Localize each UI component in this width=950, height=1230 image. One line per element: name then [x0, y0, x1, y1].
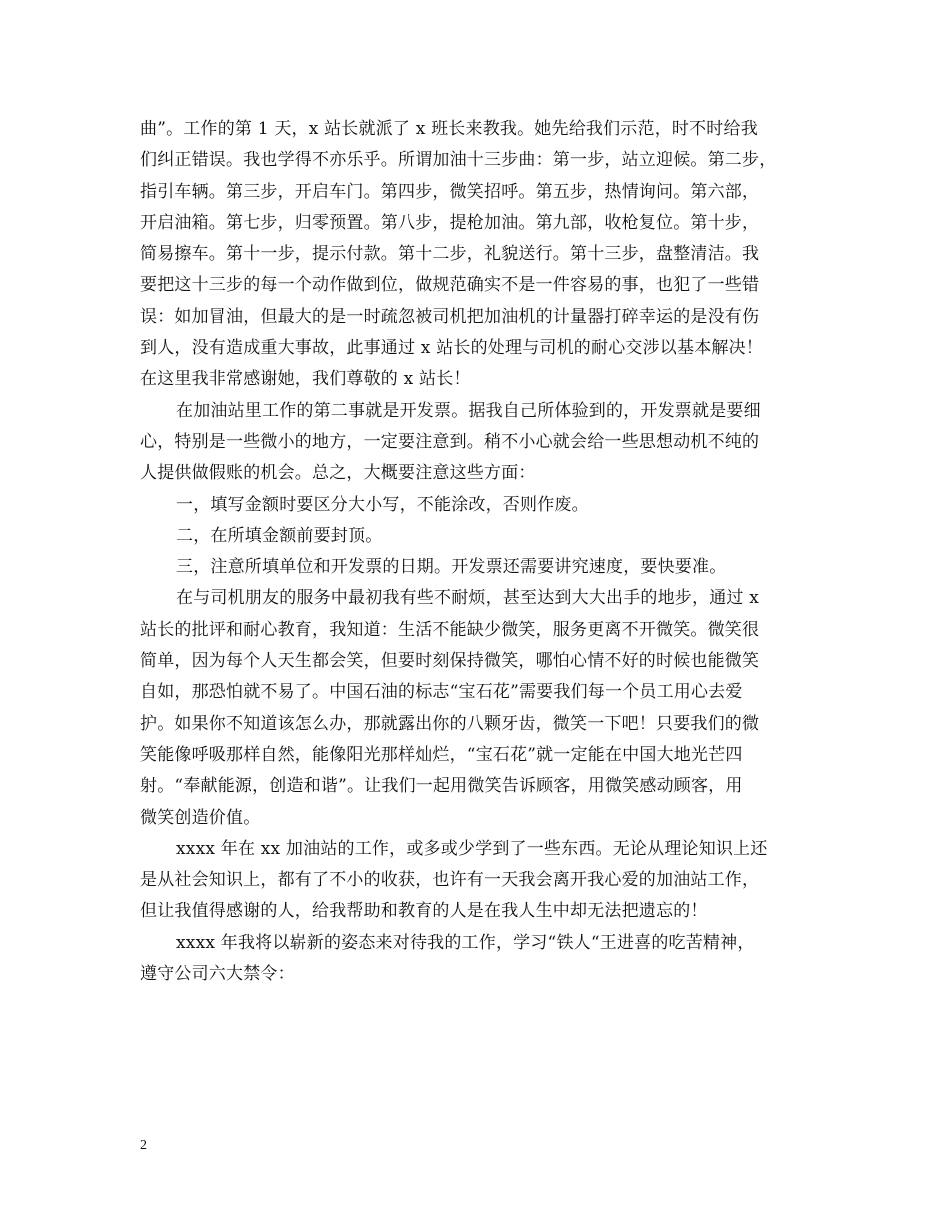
text-line: 曲”。工作的第 1 天，x 站长就派了 x 班长来教我。她先给我们示范，时不时给我: [140, 119, 758, 139]
text-line: xxxx 年在 xx 加油站的工作，或多或少学到了一些东西。无论从理论知识上还: [176, 838, 768, 859]
text-line: 射。“奉献能源，创造和谐”。让我们一起用微笑告诉顾客，用微笑感动顾客，用: [140, 776, 743, 797]
text-line: 在加油站里工作的第二事就是开发票。据我自己所体验到的，开发票就是要细: [176, 400, 761, 421]
text-line: 但让我值得感谢的人，给我帮助和教育的人是在我人生中却无法把遗忘的！: [140, 901, 708, 922]
text-line: 微笑创造价值。: [140, 807, 261, 828]
text-line: 遵守公司六大禁令：: [140, 964, 295, 985]
page-number: 2: [140, 1138, 147, 1153]
text-line: 是从社会知识上，都有了不小的收获，也许有一天我会离开我心爱的加油站工作，: [140, 870, 760, 891]
document-body: [140, 114, 820, 990]
text-line: 人提供做假账的机会。总之，大概要注意这些方面：: [140, 463, 536, 484]
text-line: 简单，因为每个人天生都会笑，但要时刻保持微笑，哪怕心情不好的时候也能微笑: [140, 651, 760, 672]
text-line: 三，注意所填单位和开发票的日期。开发票还需要讲究速度，要快要准。: [176, 557, 727, 578]
text-line: xxxx 年我将以崭新的姿态来对待我的工作，学习“铁人“王进喜的吃苦精神，: [176, 932, 755, 953]
text-line: 要把这十三步的每一个动作做到位，做规范确实不是一件容易的事，也犯了一些错: [140, 275, 760, 296]
text-line: 简易擦车。第十一步，提示付款。第十二步，礼貌送行。第十三步，盘整清洁。我: [140, 244, 760, 265]
text-line: 误：如加冒油，但最大的是一时疏忽被司机把加油机的计量器打碎幸运的是没有伤: [140, 306, 760, 327]
text-line: 笑能像呼吸那样自然，能像阳光那样灿烂，“宝石花”就一定能在中国大地光芒四: [140, 744, 743, 765]
text-line: 站长的批评和耐心教育，我知道：生活不能缺少微笑，服务更离不开微笑。微笑很: [140, 619, 760, 640]
text-line: 们纠正错误。我也学得不亦乐乎。所谓加油十三步曲：第一步，站立迎候。第二步，: [140, 150, 777, 171]
text-line: 在这里我非常感谢她，我们尊敬的 x 站长！: [140, 369, 471, 390]
text-line: 一，填写金额时要区分大小写，不能涂改，否则作废。: [176, 494, 589, 515]
text-line: 二，在所填金额前要封顶。: [176, 525, 383, 546]
text-line: 到人，没有造成重大事故，此事通过 x 站长的处理与司机的耐心交涉以基本解决！: [140, 338, 763, 359]
text-line: 自如，那恐怕就不易了。中国石油的标志“宝石花”需要我们每一个员工用心去爱: [140, 682, 743, 703]
text-line: 开启油箱。第七步，归零预置。第八步，提枪加油。第九部，收枪复位。第十步，: [140, 212, 760, 233]
text-line: 在与司机朋友的服务中最初我有些不耐烦，甚至达到大大出手的地步，通过 x: [176, 588, 759, 609]
text-line: 指引车辆。第三步，开启车门。第四步，微笑招呼。第五步，热情询问。第六部，: [140, 181, 760, 202]
text-line: 护。如果你不知道该怎么办，那就露出你的八颗牙齿，微笑一下吧！只要我们的微: [140, 713, 760, 734]
text-line: 心，特别是一些微小的地方，一定要注意到。稍不小心就会给一些思想动机不纯的: [140, 431, 760, 452]
